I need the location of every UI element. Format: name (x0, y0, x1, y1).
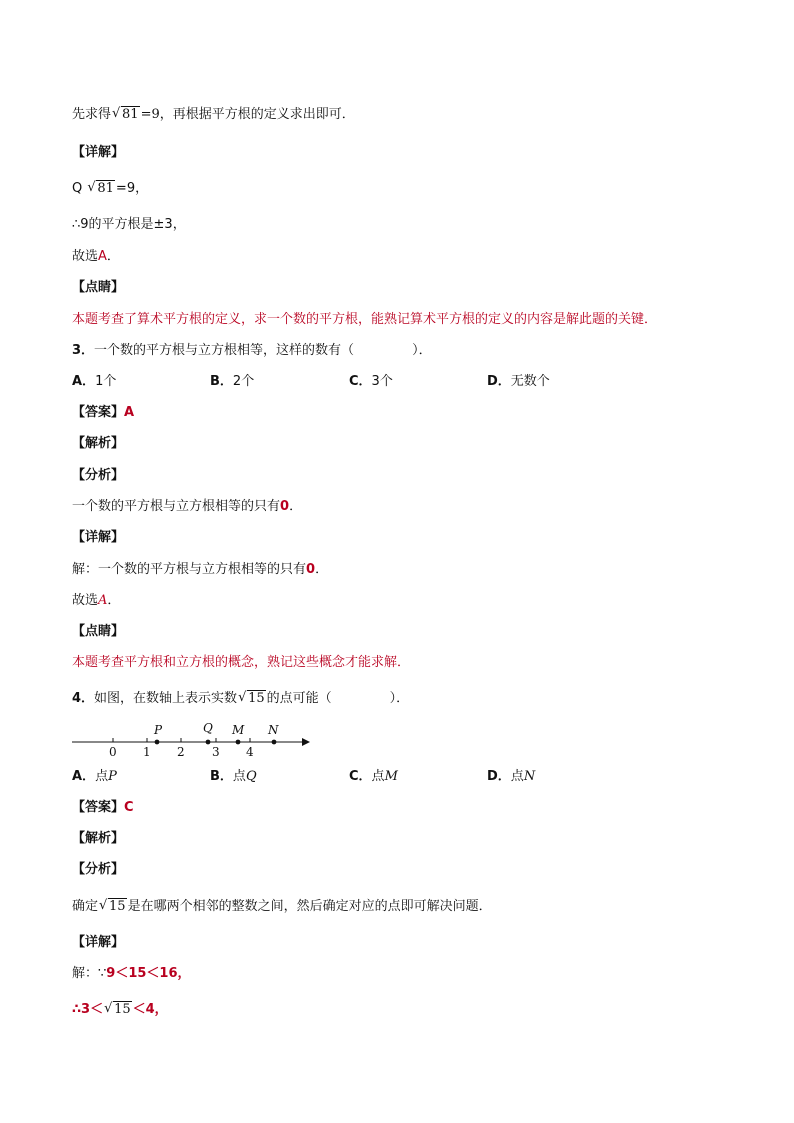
sqrt-symbol: √ 15 (238, 690, 266, 708)
tick-label-0: 0 (109, 745, 117, 759)
axis-arrow-icon (302, 738, 310, 746)
intro-eq: =9 (140, 107, 160, 122)
point-label-N: N (268, 723, 279, 737)
q3-choose-answer: A (98, 593, 108, 608)
q4-option-c: C．点M (349, 769, 398, 784)
tick-label-3: 3 (212, 745, 220, 759)
point-label-M: M (232, 723, 245, 737)
point-M (236, 740, 241, 745)
intro-suffix: ，再根据平方根的定义求出即可． (159, 107, 355, 122)
q3-analysis-tag: 【解析】 (72, 436, 125, 451)
point-P (155, 740, 160, 745)
q4-option-d: D．点N (487, 769, 536, 784)
point-label-Q: Q (203, 721, 213, 735)
q3-option-d: D．无数个 (487, 374, 550, 389)
q2-detail-tag: 【详解】 (72, 145, 125, 160)
point-N (272, 740, 277, 745)
q4-fenxi-tag: 【分析】 (72, 862, 125, 877)
q4-option-b: B．点Q (210, 769, 257, 784)
q4-answer-line: 【答案】C (72, 800, 134, 815)
sqrt-symbol: √ 15 (99, 898, 127, 916)
q2-because-line (72, 180, 148, 198)
q4-detail-tag: 【详解】 (72, 935, 125, 950)
tick-label-4: 4 (246, 745, 254, 759)
number-line-figure (68, 718, 318, 764)
q3-option-a: A．1个 (72, 374, 117, 389)
q2-comment-text: 本题考查了算术平方根的定义，求一个数的平方根，能熟记算术平方根的定义的内容是解此题的关键． (72, 312, 658, 327)
point-Q (206, 740, 211, 745)
q2-choose-answer: A (98, 249, 107, 264)
q3-option-b: B．2个 (210, 374, 255, 389)
q3-choose-line: 故选A． (72, 593, 121, 608)
intro-line (72, 106, 355, 124)
q3-fenxi-text: 一个数的平方根与立方根相等的只有0． (72, 499, 303, 514)
sqrt-symbol: √ 81 (87, 180, 115, 198)
q4-analysis-tag: 【解析】 (72, 831, 125, 846)
q3-stem: 3．一个数的平方根与立方根相等，这样的数有（ ）． (72, 343, 432, 358)
q3-answer: A (124, 405, 135, 420)
q4-detail-line1: 解：∵9＜15＜16， (72, 966, 191, 981)
q4-option-a: A．点P (72, 769, 117, 784)
q4-answer: C (124, 800, 134, 815)
q4-detail-line2: ∴3＜√ 15 ＜4， (72, 1001, 168, 1019)
q2-choose-line: 故选A． (72, 249, 120, 264)
intro-prefix: 先求得 (72, 107, 112, 122)
tick-label-2: 2 (177, 745, 185, 759)
q4-stem: 4．如图，在数轴上表示实数√ 15 的点可能（ ）． (72, 690, 409, 708)
q3-number: 3． (72, 343, 95, 358)
q3-fenxi-tag: 【分析】 (72, 468, 125, 483)
q3-detail-tag: 【详解】 (72, 530, 125, 545)
q3-comment-tag: 【点睛】 (72, 624, 125, 639)
q3-detail-text: 解：一个数的平方根与立方根相等的只有0． (72, 562, 329, 577)
q4-fenxi-text: 确定√ 15 是在哪两个相邻的整数之间，然后确定对应的点即可解决问题． (72, 898, 492, 916)
point-label-P: P (154, 723, 163, 737)
q2-therefore-line: ∴9的平方根是±3， (72, 217, 186, 232)
because-symbol: Q (72, 181, 83, 196)
q3-comment-text: 本题考查平方根和立方根的概念，熟记这些概念才能求解． (72, 655, 411, 670)
sqrt-symbol: √ 81 (112, 106, 140, 124)
q4-number: 4． (72, 691, 95, 706)
q3-option-c: C．3个 (349, 374, 393, 389)
sqrt-symbol: √ 15 (104, 1001, 132, 1019)
q2-comment-tag: 【点睛】 (72, 280, 125, 295)
q3-answer-line: 【答案】A (72, 405, 135, 420)
q2-eq: =9， (115, 181, 149, 196)
tick-label-1: 1 (143, 745, 151, 759)
